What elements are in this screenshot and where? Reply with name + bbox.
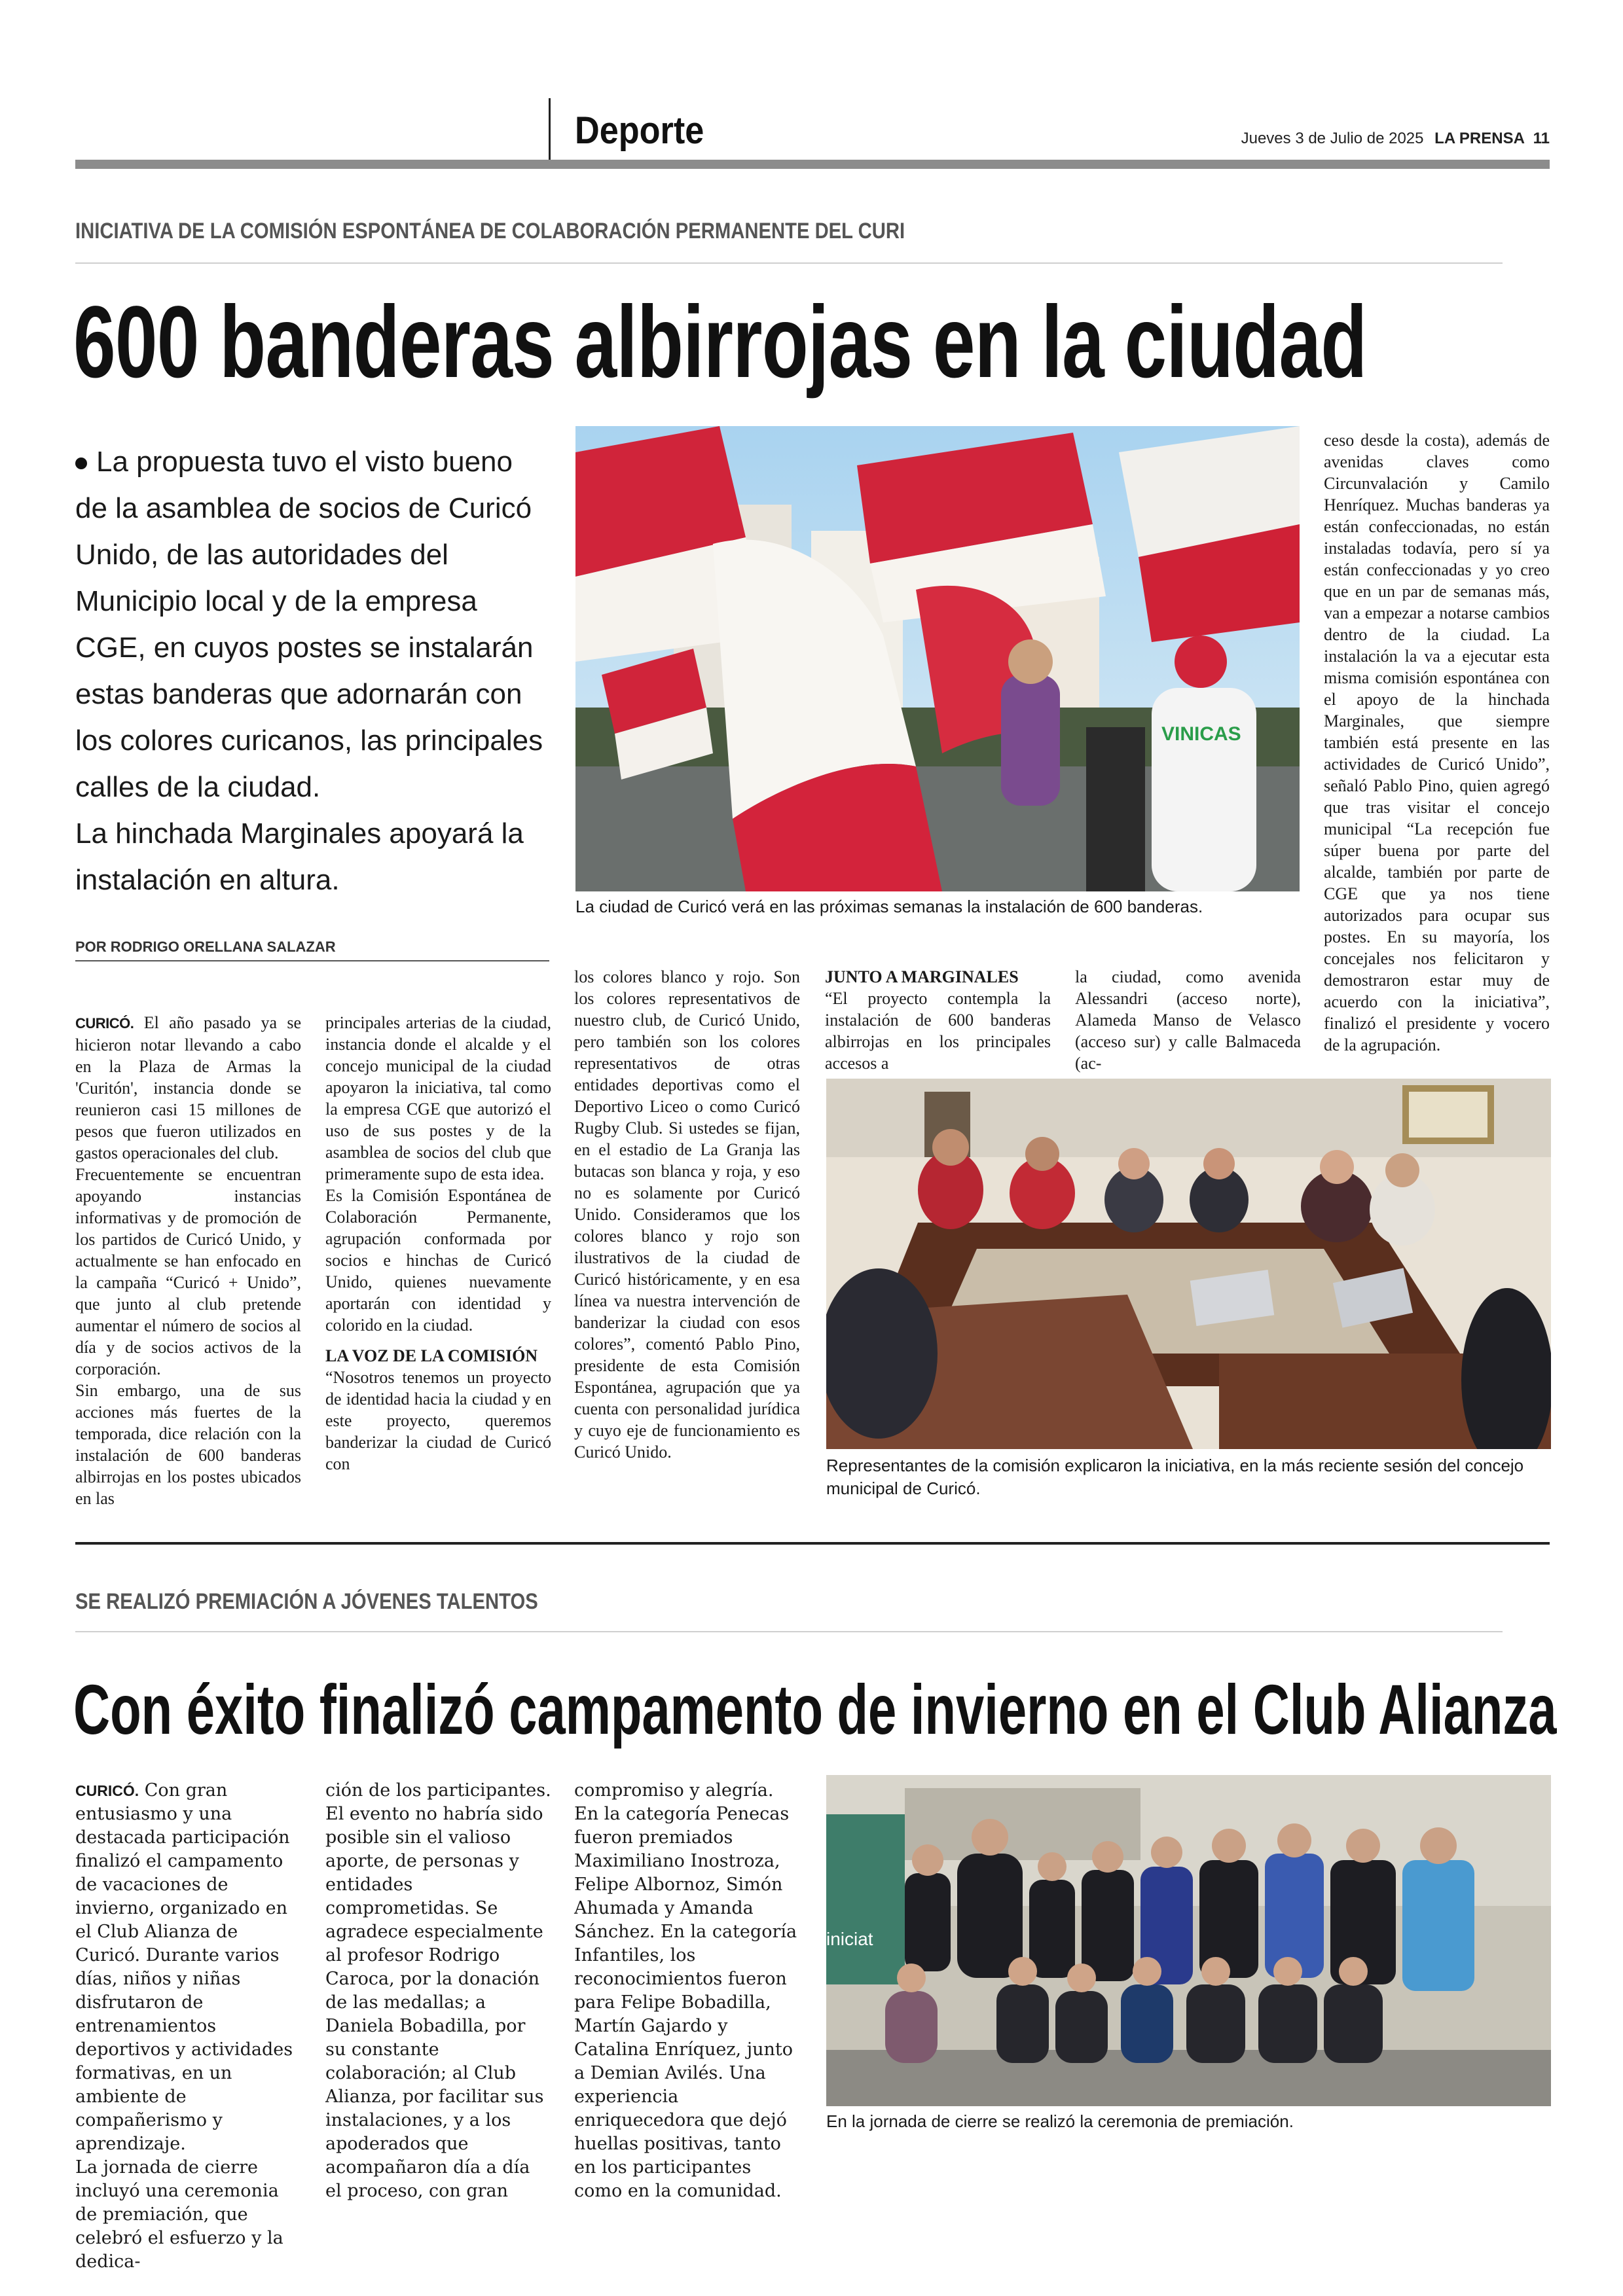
subheading: LA VOZ DE LA COMISIÓN [325, 1346, 538, 1365]
article2-headline: Con éxito finalizó campamento de invierno en el Club Alianza [73, 1670, 1557, 1749]
wall-banner-text: iniciat [826, 1929, 873, 1949]
paragraph: los colores blanco y rojo. Son los colores representativos de nuestro club, de Curicó Unido, pero también son los colores representativos de otras entidades deportivas como el Deportivo Liceo o como Curicó Rugby Club. Si ustedes se fijan, en el estadio de La Granja las butacas son blanca y roja, y eso no es solamente por Curicó Unido. Consideramos que los colores blanco y rojo son ilustrativos de la ciudad de Curicó históricamente, y en esa línea va nuestra intervención de banderizar la ciudad con esos colores”, comentó Pablo Pino, presidente de esta Comisión Espontánea, agrupación que ya cuenta con personalidad jurídica y cuyo eje de funcionamiento es Curicó Unido. [574, 967, 800, 1462]
paragraph: Con gran entusiasmo y una destacada participación finalizó el campamento de vacaciones de invierno, organizado en el Club Alianza de Curicó. Durante varios días, niños y niñas disfrutaron de entrenamientos deportivos y actividades formativas, en un ambiente de compañerismo y aprendizaje. [75, 1780, 293, 2154]
article2-kicker: SE REALIZÓ PREMIACIÓN A JÓVENES TALENTOS [75, 1589, 538, 1614]
article1-column-6 [1324, 429, 1550, 1056]
byline-rule [75, 960, 549, 961]
kicker-rule [75, 262, 1503, 264]
article1-kicker: INICIATIVA DE LA COMISIÓN ESPONTÁNEA DE COLABORACIÓN PERMANENTE DEL CURI [75, 219, 905, 243]
paragraph: “Nosotros tenemos un proyecto de identidad hacia la ciudad y en este proyecto, queremos banderizar la ciudad de Curicó con [325, 1368, 551, 1473]
paragraph: En la categoría Penecas fueron premiados Maximiliano Inostroza, Felipe Albornoz, Simón Ahumada y Amanda Sánchez. En la categoría Infantiles, los reconocimientos fueron para Felipe Bobadilla, Martín Gajardo y Catalina Enríquez, junto a Demian Avilés. Una experiencia enriquecedora que dejó huellas positivas, tanto en los participantes como en la comunidad. [574, 1804, 797, 2201]
article2-column-1 [75, 1779, 301, 2274]
paragraph: principales arterias de la ciudad, instancia donde el alcalde y el concejo municipal de la ciudad apoyaron la iniciativa, tal como la empresa CGE que autorizó el uso de sus postes y de la asamblea de socios del club que primeramente supo de esta idea. [325, 1013, 551, 1183]
paragraph: compromiso y alegría. [574, 1780, 774, 1801]
award-photo-caption: En la jornada de cierre se realizó la ceremonia de premiación. [826, 2111, 1294, 2131]
paragraph: Sin embargo, una de sus acciones más fuertes de la temporada, dice relación con la instalación de 600 banderas albirrojas en los postes ubicados en las [75, 1381, 301, 1508]
kicker-rule [75, 1631, 1503, 1632]
bullet-icon [75, 457, 87, 469]
summary-paragraph-2: La hinchada Marginales apoyará la instalación en altura. [75, 817, 524, 896]
flags-photo [575, 426, 1300, 891]
paragraph: la ciudad, como avenida Alessandri (acceso norte), Alameda Manso de Velasco (acceso sur) y calle Balmaceda (ac- [1075, 967, 1301, 1073]
paragraph: La jornada de cierre incluyó una ceremonia de premiación, que celebró el esfuerzo y la dedica- [75, 2157, 283, 2272]
page-number: 11 [1533, 130, 1550, 147]
article2-column-3 [574, 1779, 800, 2203]
award-ceremony-photo [826, 1775, 1551, 2106]
article1-column-4 [825, 966, 1051, 1074]
paragraph: Frecuentemente se encuentran apoyando instancias informativas y de promoción de los partidos de Curicó Unido, y actualmente se han enfocado en la campaña “Curicó + Unido”, que junto al club pretende aumentar el número de socios al día y de socios activos de la corporación. [75, 1165, 301, 1378]
newspaper-name: LA PRENSA [1434, 130, 1525, 147]
header-rule [75, 160, 1550, 169]
dateline: CURICÓ. [75, 1782, 139, 1799]
article1-column-2 [325, 1012, 551, 1475]
article1-column-5 [1075, 966, 1301, 1074]
article1-headline: 600 banderas albirrojas en la ciudad [73, 285, 1367, 399]
council-photo-caption: Representantes de la comisión explicaron la iniciativa, en la más reciente sesión del concejo municipal de Curicó. [826, 1456, 1524, 1498]
council-meeting-photo [826, 1079, 1551, 1449]
article1-summary [75, 439, 547, 903]
byline: POR RODRIGO ORELLANA SALAZAR [75, 939, 336, 955]
header-date [1241, 130, 1550, 148]
paragraph: Es la Comisión Espontánea de Colaboración Permanente, agrupación conformada por socios e hinchas de Curicó Unido, quienes nuevamente aportarán con identidad y colorido en la ciudad. [325, 1186, 551, 1335]
paragraph: El año pasado ya se hicieron notar llevando a cabo en la Plaza de Armas la 'Curitón', instancia donde se reunieron casi 15 millones de pesos que fueron utilizados en gastos operacionales del club. [75, 1013, 301, 1162]
article-separator [75, 1542, 1550, 1545]
paragraph: ción de los participantes. [325, 1780, 551, 1801]
subheading: JUNTO A MARGINALES [825, 967, 1019, 986]
flags-photo-caption: La ciudad de Curicó verá en las próximas semanas la instalación de 600 banderas. [575, 897, 1203, 916]
paragraph: ceso desde la costa), además de avenidas claves como Circunvalación y Camilo Henríquez. Muchas banderas ya están confeccionadas, no están instaladas todavía, pero sí ya están confeccionadas y yo creo que en un par de semanas más, van a empezar a notarse cambios dentro de la ciudad. La instalación la va a ejecutar esta misma comisión espontánea con el apoyo de la hinchada Marginales, que siempre también está presente en las actividades de Curicó Unido”, señaló Pablo Pino, quien agregó que tras visitar el concejo municipal “La recepción fue súper buena por parte del alcalde, también por parte de CGE que ya nos tiene autorizados para ocupar sus postes. En su mayoría, los concejales nos felicitaron y demostraron estar muy de acuerdo con la iniciativa”, finalizó el presidente y vocero de la agrupación. [1324, 431, 1550, 1054]
paragraph: El evento no habría sido posible sin el valioso aporte, de personas y entidades comprometidas. Se agradece especialmente al profesor Rodrigo Caroca, por la donación de las medallas; a Daniela Bobadilla, por su constante colaboración; al Club Alianza, por facilitar sus instalaciones, y a los apoderados que acompañaron día a día el proceso, con gran [325, 1804, 544, 2201]
sponsor-logo: VINICAS [1161, 723, 1241, 745]
header-divider-vertical [549, 98, 551, 161]
summary-paragraph-1: La propuesta tuvo el visto bueno de la asamblea de socios de Curicó Unido, de las autoridades del Municipio local y de la empresa CGE, en cuyos postes se instalarán estas banderas que adornarán con los colores curicanos, las principales calles de la ciudad. [75, 446, 543, 803]
section-name: Deporte [575, 109, 704, 152]
article1-column-3 [574, 966, 800, 1463]
article1-column-1 [75, 1012, 301, 1509]
paragraph: “El proyecto contempla la instalación de 600 banderas albirrojas en los principales accesos a [825, 989, 1051, 1073]
article2-column-2 [325, 1779, 551, 2203]
issue-date: Jueves 3 de Julio de 2025 [1241, 130, 1424, 147]
dateline: CURICÓ. [75, 1015, 134, 1031]
